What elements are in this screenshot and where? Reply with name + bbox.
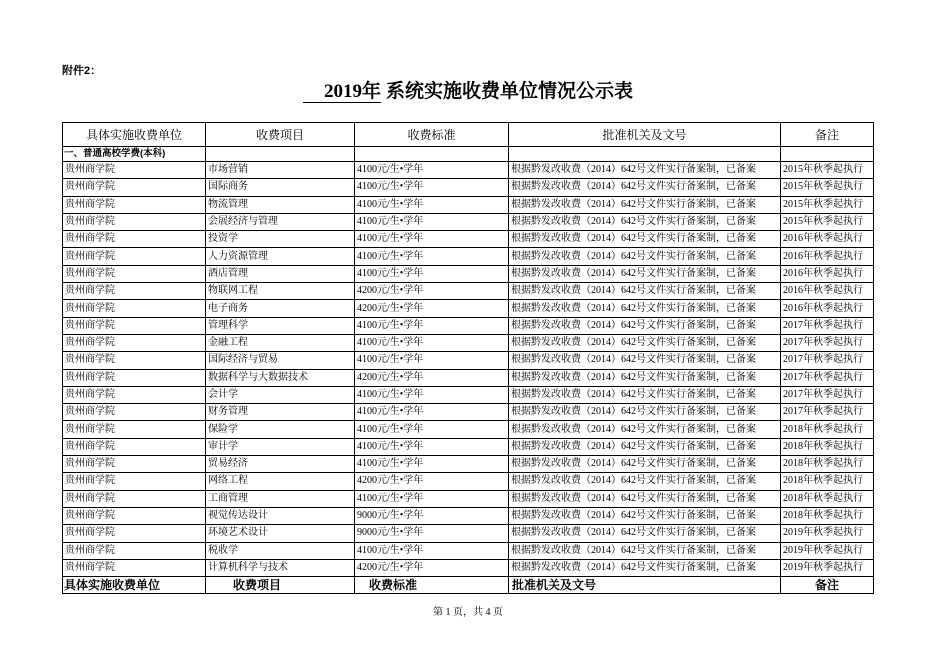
repeated-header-item: 收费项目	[206, 577, 355, 594]
remark-cell: 2019年秋季起执行	[781, 542, 874, 559]
table-row	[63, 231, 874, 248]
table-row	[63, 248, 874, 265]
item-cell: 视觉传达设计	[206, 507, 355, 524]
approval-cell: 根据黔发改收费（2014）642号文件实行备案制，已备案	[509, 265, 781, 282]
remark-cell: 2018年秋季起执行	[781, 421, 874, 438]
approval-cell: 根据黔发改收费（2014）642号文件实行备案制，已备案	[509, 248, 781, 265]
standard-cell: 9000元/生•学年	[355, 507, 509, 524]
remark-cell: 2015年秋季起执行	[781, 162, 874, 179]
item-cell: 人力资源管理	[206, 248, 355, 265]
remark-cell: 2016年秋季起执行	[781, 300, 874, 317]
unit-cell: 贵州商学院	[63, 421, 206, 438]
item-cell: 物流管理	[206, 196, 355, 213]
item-cell: 网络工程	[206, 473, 355, 490]
standard-cell: 4100元/生•学年	[355, 179, 509, 196]
table-row	[63, 473, 874, 490]
approval-cell: 根据黔发改收费（2014）642号文件实行备案制，已备案	[509, 179, 781, 196]
header-item: 收费项目	[206, 123, 355, 147]
standard-cell: 4200元/生•学年	[355, 473, 509, 490]
standard-cell: 4100元/生•学年	[355, 265, 509, 282]
item-cell: 会展经济与管理	[206, 213, 355, 230]
item-cell: 市场营销	[206, 162, 355, 179]
remark-cell: 2017年秋季起执行	[781, 369, 874, 386]
standard-cell: 4100元/生•学年	[355, 490, 509, 507]
unit-cell: 贵州商学院	[63, 542, 206, 559]
standard-cell: 4200元/生•学年	[355, 283, 509, 300]
unit-cell: 贵州商学院	[63, 300, 206, 317]
table-row	[63, 300, 874, 317]
standard-cell: 9000元/生•学年	[355, 525, 509, 542]
table-row	[63, 265, 874, 282]
unit-cell: 贵州商学院	[63, 525, 206, 542]
remark-cell: 2018年秋季起执行	[781, 438, 874, 455]
item-cell: 物联网工程	[206, 283, 355, 300]
standard-cell: 4100元/生•学年	[355, 334, 509, 351]
section-row	[63, 147, 874, 162]
item-cell: 贸易经济	[206, 456, 355, 473]
remark-cell: 2016年秋季起执行	[781, 248, 874, 265]
table-row	[63, 352, 874, 369]
standard-cell: 4100元/生•学年	[355, 248, 509, 265]
remark-cell: 2018年秋季起执行	[781, 456, 874, 473]
item-cell: 会计学	[206, 386, 355, 403]
table-row	[63, 507, 874, 524]
item-cell: 审计学	[206, 438, 355, 455]
item-cell: 电子商务	[206, 300, 355, 317]
remark-cell: 2019年秋季起执行	[781, 525, 874, 542]
standard-cell: 4100元/生•学年	[355, 231, 509, 248]
approval-cell: 根据黔发改收费（2014）642号文件实行备案制，已备案	[509, 352, 781, 369]
table-row	[63, 404, 874, 421]
remark-cell: 2019年秋季起执行	[781, 559, 874, 576]
remark-cell: 2018年秋季起执行	[781, 473, 874, 490]
standard-cell: 4100元/生•学年	[355, 404, 509, 421]
empty-cell	[355, 147, 509, 162]
header-approval: 批准机关及文号	[509, 123, 781, 147]
unit-cell: 贵州商学院	[63, 283, 206, 300]
item-cell: 金融工程	[206, 334, 355, 351]
title-year: 2019年	[303, 82, 381, 103]
standard-cell: 4200元/生•学年	[355, 559, 509, 576]
unit-cell: 贵州商学院	[63, 213, 206, 230]
approval-cell: 根据黔发改收费（2014）642号文件实行备案制，已备案	[509, 334, 781, 351]
approval-cell: 根据黔发改收费（2014）642号文件实行备案制，已备案	[509, 404, 781, 421]
unit-cell: 贵州商学院	[63, 404, 206, 421]
unit-cell: 贵州商学院	[63, 265, 206, 282]
header-remark: 备注	[781, 123, 874, 147]
table-row	[63, 559, 874, 576]
approval-cell: 根据黔发改收费（2014）642号文件实行备案制，已备案	[509, 386, 781, 403]
unit-cell: 贵州商学院	[63, 162, 206, 179]
unit-cell: 贵州商学院	[63, 473, 206, 490]
table-row	[63, 317, 874, 334]
item-cell: 酒店管理	[206, 265, 355, 282]
table-row	[63, 421, 874, 438]
approval-cell: 根据黔发改收费（2014）642号文件实行备案制，已备案	[509, 162, 781, 179]
item-cell: 财务管理	[206, 404, 355, 421]
standard-cell: 4100元/生•学年	[355, 542, 509, 559]
table-row	[63, 525, 874, 542]
item-cell: 税收学	[206, 542, 355, 559]
table-row	[63, 438, 874, 455]
standard-cell: 4100元/生•学年	[355, 317, 509, 334]
item-cell: 数据科学与大数据技术	[206, 369, 355, 386]
remark-cell: 2016年秋季起执行	[781, 283, 874, 300]
remark-cell: 2016年秋季起执行	[781, 265, 874, 282]
empty-cell	[206, 147, 355, 162]
approval-cell: 根据黔发改收费（2014）642号文件实行备案制，已备案	[509, 231, 781, 248]
remark-cell: 2017年秋季起执行	[781, 352, 874, 369]
table-row	[63, 456, 874, 473]
standard-cell: 4100元/生•学年	[355, 213, 509, 230]
unit-cell: 贵州商学院	[63, 196, 206, 213]
header-standard: 收费标准	[355, 123, 509, 147]
remark-cell: 2018年秋季起执行	[781, 507, 874, 524]
document-title	[0, 81, 936, 103]
approval-cell: 根据黔发改收费（2014）642号文件实行备案制，已备案	[509, 559, 781, 576]
unit-cell: 贵州商学院	[63, 507, 206, 524]
unit-cell: 贵州商学院	[63, 559, 206, 576]
remark-cell: 2017年秋季起执行	[781, 334, 874, 351]
item-cell: 国际商务	[206, 179, 355, 196]
repeated-header-unit: 具体实施收费单位	[63, 577, 206, 594]
unit-cell: 贵州商学院	[63, 317, 206, 334]
approval-cell: 根据黔发改收费（2014）642号文件实行备案制，已备案	[509, 317, 781, 334]
page-number-footer: 第 1 页，共 4 页	[433, 607, 503, 618]
unit-cell: 贵州商学院	[63, 231, 206, 248]
table-row	[63, 196, 874, 213]
standard-cell: 4100元/生•学年	[355, 386, 509, 403]
unit-cell: 贵州商学院	[63, 352, 206, 369]
table-row	[63, 369, 874, 386]
remark-cell: 2015年秋季起执行	[781, 179, 874, 196]
item-cell: 国际经济与贸易	[206, 352, 355, 369]
approval-cell: 根据黔发改收费（2014）642号文件实行备案制，已备案	[509, 525, 781, 542]
table-row	[63, 542, 874, 559]
table-row	[63, 179, 874, 196]
approval-cell: 根据黔发改收费（2014）642号文件实行备案制，已备案	[509, 490, 781, 507]
item-cell: 环境艺术设计	[206, 525, 355, 542]
table-row	[63, 213, 874, 230]
item-cell: 计算机科学与技术	[206, 559, 355, 576]
unit-cell: 贵州商学院	[63, 369, 206, 386]
approval-cell: 根据黔发改收费（2014）642号文件实行备案制，已备案	[509, 507, 781, 524]
remark-cell: 2015年秋季起执行	[781, 196, 874, 213]
unit-cell: 贵州商学院	[63, 438, 206, 455]
unit-cell: 贵州商学院	[63, 490, 206, 507]
standard-cell: 4200元/生•学年	[355, 369, 509, 386]
standard-cell: 4100元/生•学年	[355, 196, 509, 213]
table-header-row	[63, 123, 874, 147]
unit-cell: 贵州商学院	[63, 248, 206, 265]
standard-cell: 4100元/生•学年	[355, 352, 509, 369]
title-text: 系统实施收费单位情况公示表	[386, 81, 634, 102]
repeated-header-row	[63, 577, 874, 594]
repeated-header-approval: 批准机关及文号	[509, 577, 781, 594]
attachment-label: 附件2：	[62, 65, 102, 77]
remark-cell: 2016年秋季起执行	[781, 231, 874, 248]
table-row	[63, 386, 874, 403]
remark-cell: 2017年秋季起执行	[781, 317, 874, 334]
remark-cell: 2017年秋季起执行	[781, 386, 874, 403]
empty-cell	[781, 147, 874, 162]
section-title: 一、普通高校学费(本科)	[63, 147, 206, 162]
approval-cell: 根据黔发改收费（2014）642号文件实行备案制，已备案	[509, 300, 781, 317]
fee-table	[62, 122, 874, 594]
approval-cell: 根据黔发改收费（2014）642号文件实行备案制，已备案	[509, 421, 781, 438]
unit-cell: 贵州商学院	[63, 456, 206, 473]
approval-cell: 根据黔发改收费（2014）642号文件实行备案制，已备案	[509, 438, 781, 455]
standard-cell: 4100元/生•学年	[355, 438, 509, 455]
remark-cell: 2015年秋季起执行	[781, 213, 874, 230]
approval-cell: 根据黔发改收费（2014）642号文件实行备案制，已备案	[509, 369, 781, 386]
standard-cell: 4100元/生•学年	[355, 162, 509, 179]
item-cell: 工商管理	[206, 490, 355, 507]
remark-cell: 2018年秋季起执行	[781, 490, 874, 507]
approval-cell: 根据黔发改收费（2014）642号文件实行备案制，已备案	[509, 542, 781, 559]
remark-cell: 2017年秋季起执行	[781, 404, 874, 421]
item-cell: 投资学	[206, 231, 355, 248]
approval-cell: 根据黔发改收费（2014）642号文件实行备案制，已备案	[509, 196, 781, 213]
repeated-header-standard: 收费标准	[355, 577, 509, 594]
approval-cell: 根据黔发改收费（2014）642号文件实行备案制，已备案	[509, 213, 781, 230]
standard-cell: 4100元/生•学年	[355, 421, 509, 438]
item-cell: 保险学	[206, 421, 355, 438]
table-row	[63, 334, 874, 351]
header-unit: 具体实施收费单位	[63, 123, 206, 147]
item-cell: 管理科学	[206, 317, 355, 334]
repeated-header-remark: 备注	[781, 577, 874, 594]
standard-cell: 4200元/生•学年	[355, 300, 509, 317]
unit-cell: 贵州商学院	[63, 386, 206, 403]
approval-cell: 根据黔发改收费（2014）642号文件实行备案制，已备案	[509, 473, 781, 490]
standard-cell: 4100元/生•学年	[355, 456, 509, 473]
unit-cell: 贵州商学院	[63, 334, 206, 351]
approval-cell: 根据黔发改收费（2014）642号文件实行备案制，已备案	[509, 456, 781, 473]
table-row	[63, 162, 874, 179]
table-row	[63, 283, 874, 300]
approval-cell: 根据黔发改收费（2014）642号文件实行备案制，已备案	[509, 283, 781, 300]
unit-cell: 贵州商学院	[63, 179, 206, 196]
empty-cell	[509, 147, 781, 162]
table-row	[63, 490, 874, 507]
